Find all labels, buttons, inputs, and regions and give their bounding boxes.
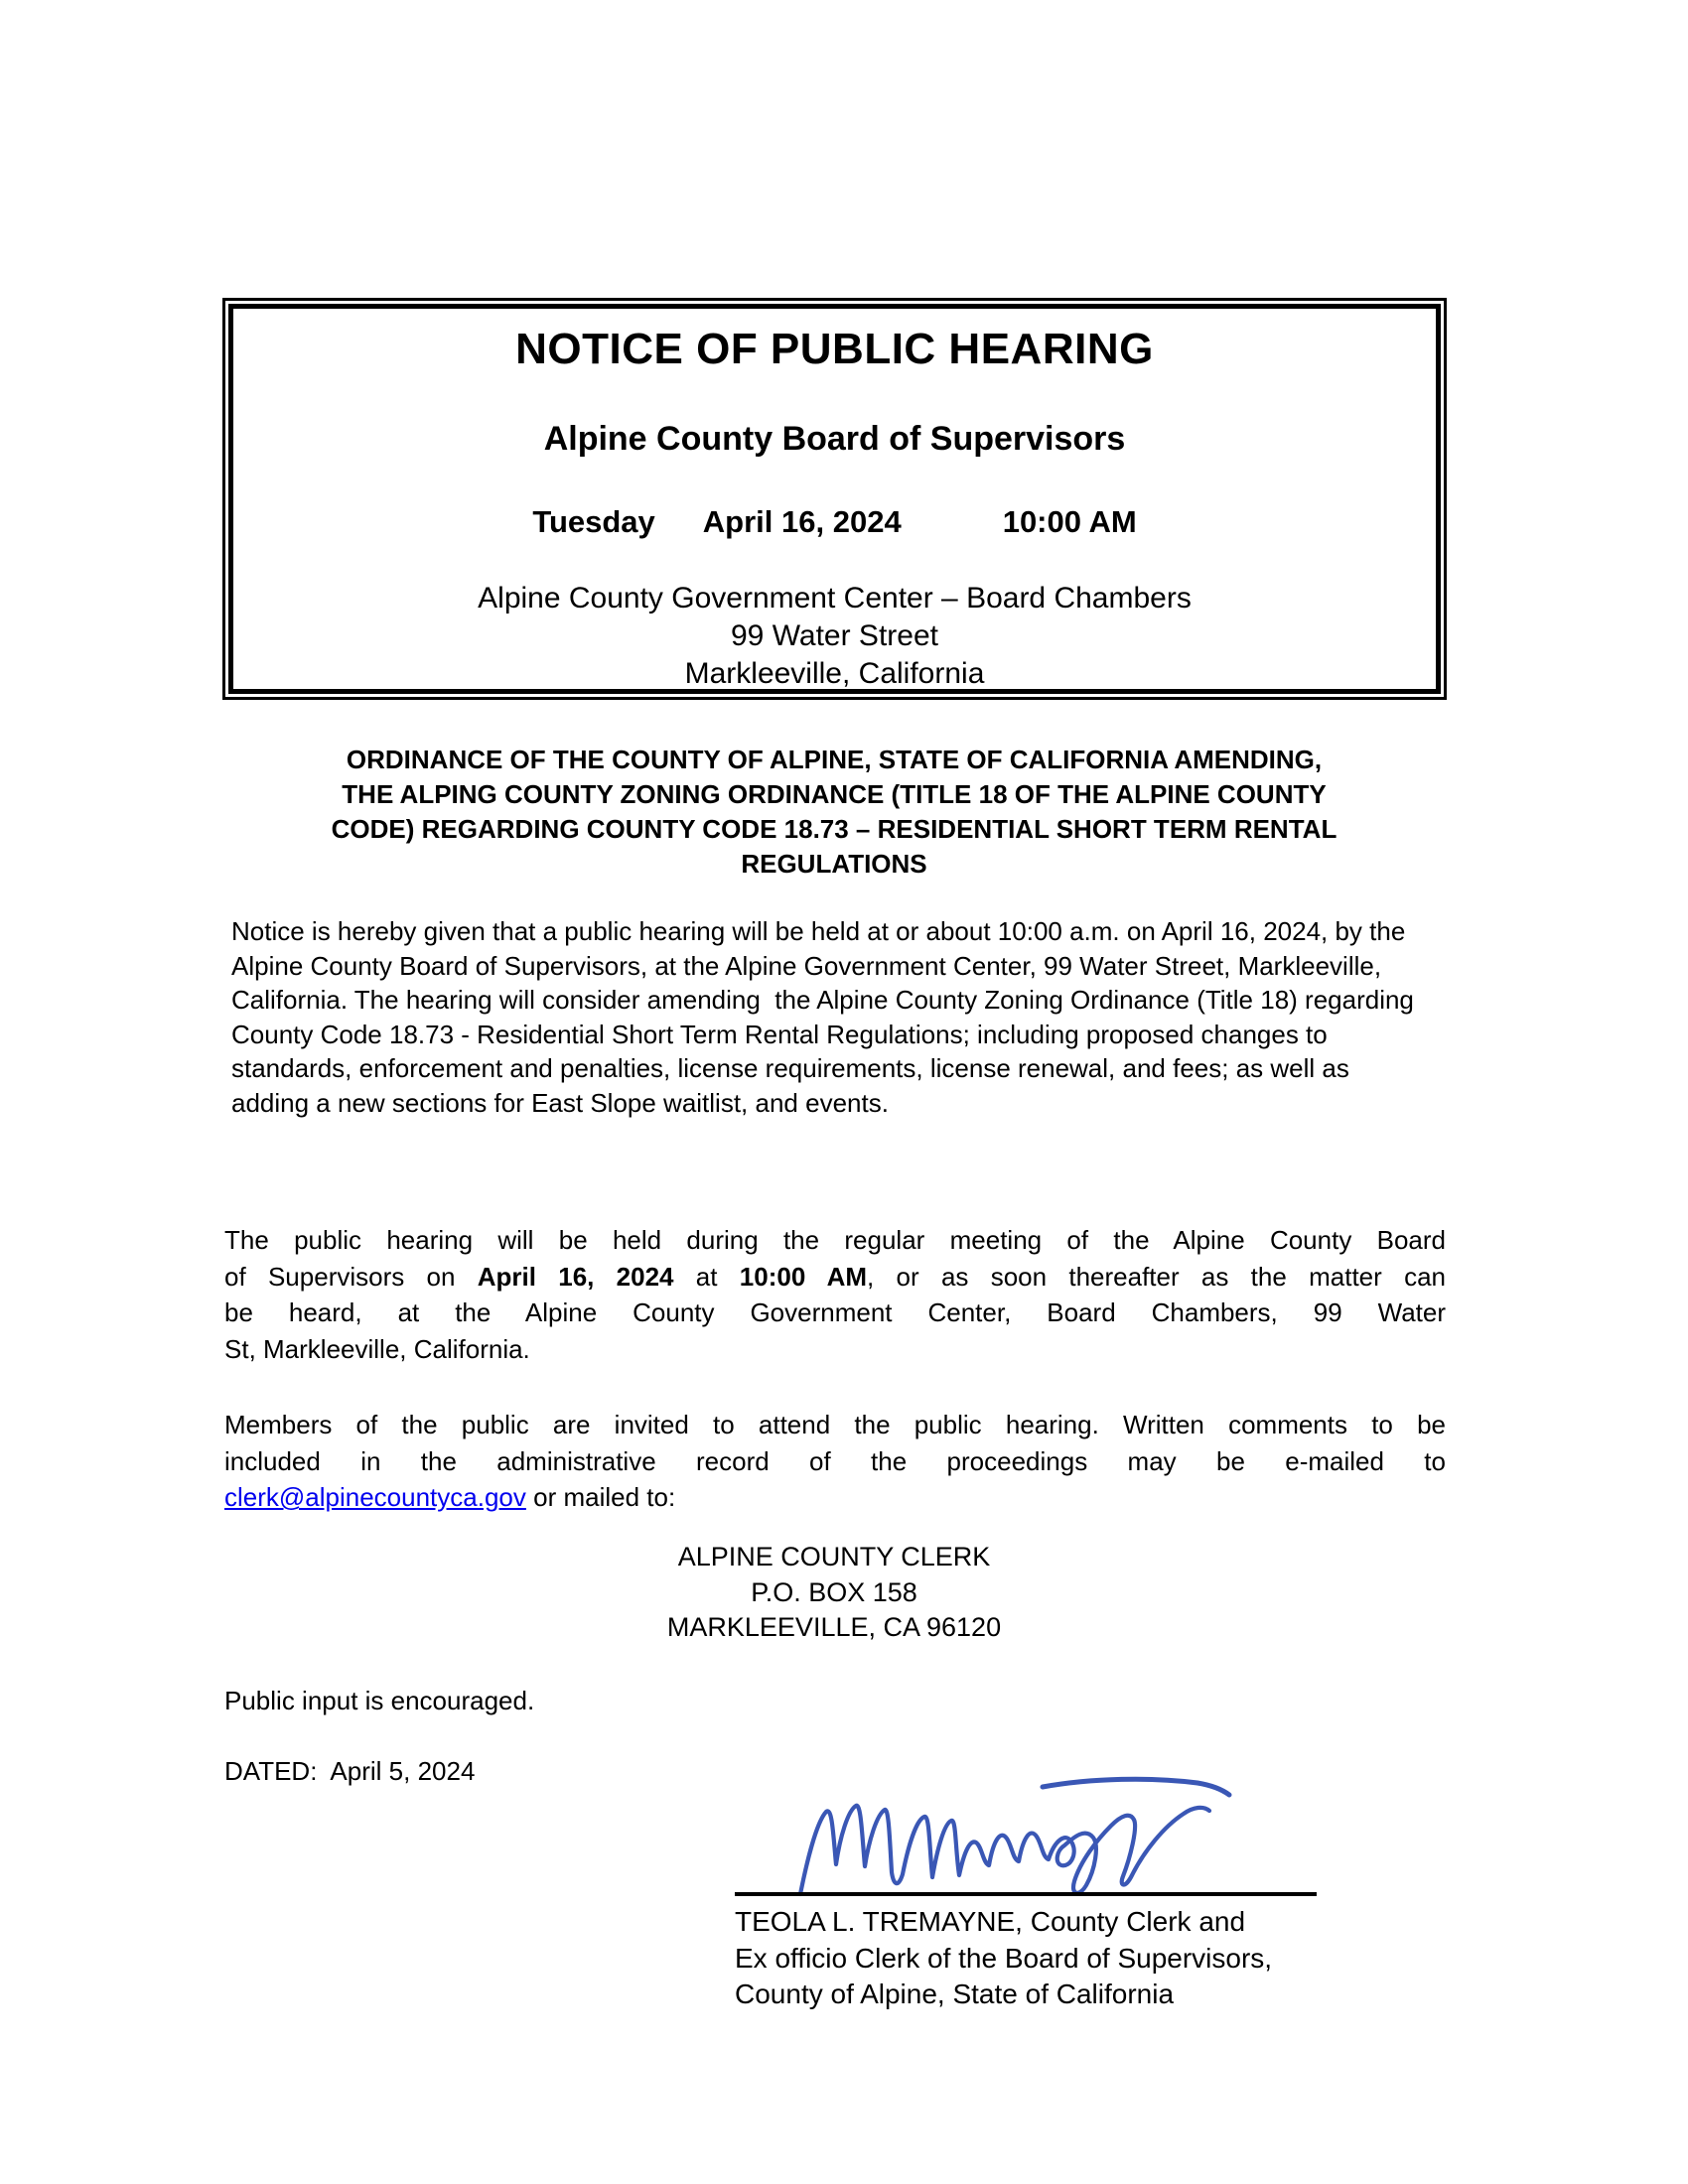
notice-box (222, 298, 1447, 700)
hearing-paragraph-line2-post: , or as soon thereafter as the matter can (867, 1261, 1446, 1292)
ordinance-title (222, 743, 1446, 882)
comments-paragraph-line-2: included in the administrative record of the proceedings may be e-mailed to (224, 1445, 1446, 1476)
signature-flourish-stroke (1043, 1779, 1229, 1795)
clerk-address-city: MARKLEEVILLE, CA 96120 (666, 1612, 1002, 1642)
hearing-paragraph-line-1: The public hearing will be held during the regular meeting of the Alpine County Board (224, 1225, 1446, 1255)
hearing-schedule-line (233, 504, 1436, 540)
venue-block (233, 580, 1436, 693)
public-input-note: Public input is encouraged. (224, 1686, 535, 1715)
clerk-mailing-address (222, 1540, 1446, 1646)
notice-box-inner-border (228, 304, 1441, 694)
signature-image (735, 1767, 1241, 1911)
ordinance-title-line-1: ORDINANCE OF THE COUNTY OF ALPINE, STATE OF CALIFORNIA AMENDING, (346, 745, 1323, 774)
clerk-address-pobox: P.O. BOX 158 (751, 1576, 917, 1607)
comments-paragraph-line3-post: or mailed to: (525, 1482, 676, 1513)
hearing-paragraph-line2-pre: of Supervisors on (224, 1261, 478, 1292)
hearing-paragraph-line-2 (224, 1259, 1446, 1296)
hearing-time: 10:00 AM (1002, 504, 1137, 539)
comments-paragraph (224, 1407, 1446, 1516)
hearing-paragraph (224, 1222, 1446, 1367)
clerk-address-name: ALPINE COUNTY CLERK (677, 1542, 991, 1571)
venue-street: 99 Water Street (731, 619, 938, 652)
signatory-line-2: Ex officio Clerk of the Board of Supervisors, (735, 1942, 1273, 1974)
notice-title: NOTICE OF PUBLIC HEARING (515, 325, 1154, 373)
venue-name: Alpine County Government Center – Board Chambers (478, 582, 1192, 614)
signatory-block (735, 1904, 1272, 2013)
hearing-weekday: Tuesday (532, 504, 655, 539)
comments-paragraph-line-1: Members of the public are invited to attend the public hearing. Written comments to be (224, 1410, 1446, 1439)
notice-paragraph: Notice is hereby given that a public hearing will be held at or about 10:00 a.m. on April 16, 2024, by the Alpine County Board of Supervisors, at the Alpine Government Center, 99 Water Street, Markleeville, California. The hearing will consider amending the Alpine County Zoning Ordinance (Title 18) regarding County Code 18.73 - Residential Short Term Rental Regulations; including proposed changes to standards, enforcement and penalties, license requirements, license renewal, and fees; as well as adding a new sections for East Slope waitlist, and events. (231, 916, 1422, 1118)
hearing-date-bold: April 16, 2024 (477, 1261, 674, 1292)
signature-main-stroke (800, 1806, 1209, 1894)
comments-paragraph-line-3 (224, 1479, 1446, 1516)
ordinance-title-line-2: THE ALPING COUNTY ZONING ORDINANCE (TITLE 18 OF THE ALPINE COUNTY (342, 779, 1327, 809)
dated-line: DATED: April 5, 2024 (224, 1756, 476, 1786)
signatory-line-1: TEOLA L. TREMAYNE, County Clerk and (735, 1906, 1246, 1937)
hearing-time-bold: 10:00 AM (739, 1261, 868, 1292)
ordinance-title-line-3: CODE) REGARDING COUNTY CODE 18.73 – RESIDENTIAL SHORT TERM RENTAL (331, 814, 1337, 844)
signatory-line-3: County of Alpine, State of California (735, 1979, 1175, 2009)
venue-city: Markleeville, California (684, 657, 985, 690)
hearing-paragraph-line-3: be heard, at the Alpine County Government Center, Board Chambers, 99 Water (224, 1297, 1446, 1328)
ordinance-title-line-4: REGULATIONS (741, 849, 927, 879)
signature-line (735, 1892, 1317, 1896)
hearing-paragraph-line2-mid: at (673, 1261, 740, 1292)
hearing-paragraph-line-4: St, Markleeville, California. (224, 1333, 530, 1364)
clerk-email-link[interactable]: clerk@alpinecountyca.gov (224, 1482, 526, 1513)
hearing-date: April 16, 2024 (702, 504, 902, 539)
notice-subtitle: Alpine County Board of Supervisors (543, 420, 1126, 458)
